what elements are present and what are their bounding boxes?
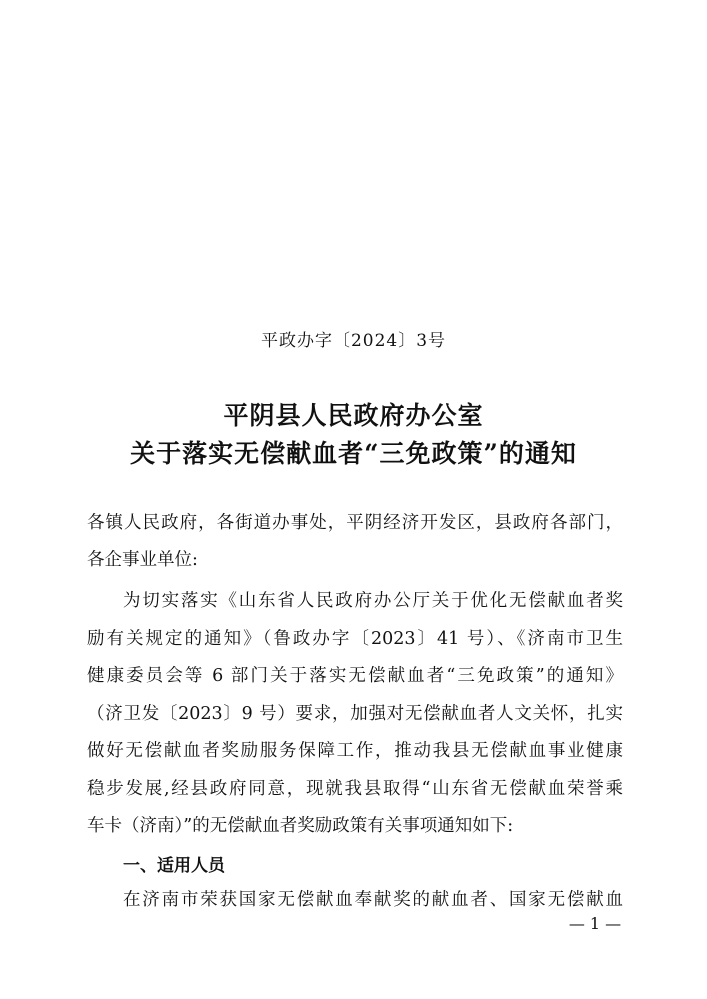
body-line-4: （济卫发〔2023〕9 号）要求，加强对无偿献血者人文关怀，扎实	[87, 704, 623, 724]
body-line-6: 稳步发展,经县政府同意，现就我县取得“山东省无偿献血荣誉乘	[87, 779, 623, 799]
body-line-5: 做好无偿献血者奖励服务保障工作，推动我县无偿献血事业健康	[87, 741, 623, 761]
recipients-line-1: 各镇人民政府，各街道办事处，平阴经济开发区，县政府各部门，	[87, 513, 623, 533]
document-title-line-2: 关于落实无偿献血者“三免政策”的通知	[130, 439, 577, 468]
document-number: 平政办字〔2024〕3号	[260, 331, 447, 351]
body-line-2: 励有关规定的通知》（鲁政办字〔2023〕41 号）、《济南市卫生	[87, 629, 623, 649]
page-number: — 1 —	[568, 914, 622, 933]
recipients-line-2: 各企事业单位:	[87, 550, 198, 570]
section-1-first-line: 在济南市荣获国家无偿献血奉献奖的献血者、国家无偿献血	[123, 890, 623, 910]
body-line-1: 为切实落实《山东省人民政府办公厅关于优化无偿献血者奖	[123, 591, 623, 611]
document-title-line-1: 平阴县人民政府办公室	[223, 401, 484, 430]
section-1-heading: 一、适用人员	[123, 856, 225, 876]
body-line-3: 健康委员会等 6 部门关于落实无偿献血者“三免政策”的通知》	[87, 666, 623, 686]
body-line-7: 车卡（济南）”的无偿献血者奖励政策有关事项通知如下:	[87, 816, 514, 836]
